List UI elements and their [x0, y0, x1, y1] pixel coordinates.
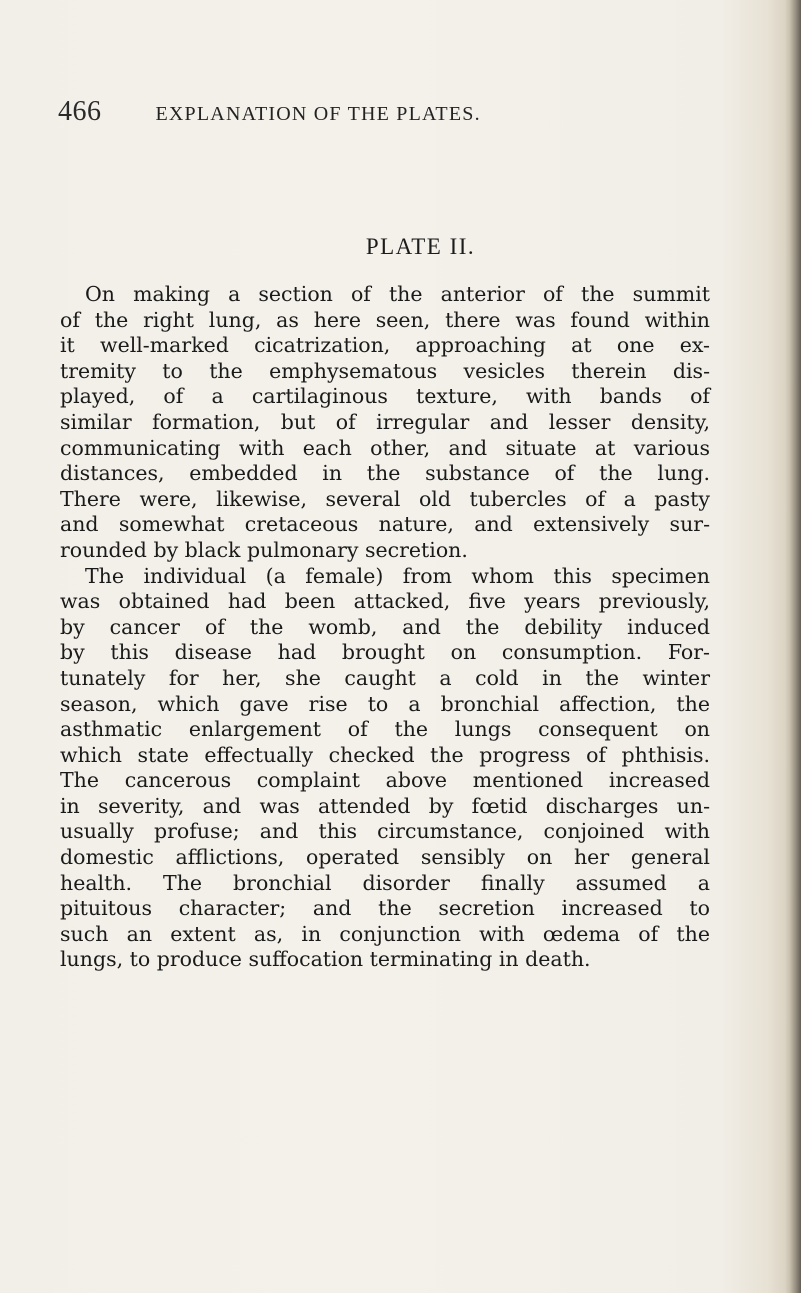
text-line: distances, embedded in the substance of the lung.: [60, 461, 710, 486]
text-line: The cancerous complaint above mentioned increased: [60, 768, 710, 793]
text-line: which state effectually checked the progress of phthisis.: [60, 742, 710, 767]
text-line: lungs, to produce suffocation terminating in death.: [60, 947, 591, 972]
text-line: The individual (a female) from whom this specimen: [85, 563, 710, 588]
text-line: of the right lung, as here seen, there was found within: [60, 307, 710, 332]
text-line: was obtained had been attacked, five years previously,: [60, 589, 710, 614]
text-line: asthmatic enlargement of the lungs consequent on: [60, 717, 710, 742]
text-line: such an extent as, in conjunction with œdema of the: [60, 921, 710, 946]
text-line: tremity to the emphysematous vesicles therein dis-: [60, 358, 710, 383]
text-line: similar formation, but of irregular and lesser density,: [60, 409, 710, 434]
text-line: played, of a cartilaginous texture, with bands of: [60, 384, 710, 409]
text-line: season, which gave rise to a bronchial affection, the: [60, 691, 710, 716]
running-header-title: EXPLANATION OF THE PLATES.: [155, 103, 481, 125]
page-edge-shadow: [785, 0, 801, 1293]
text-line: domestic afflictions, operated sensibly on her general: [60, 845, 710, 870]
text-line: tunately for her, she caught a cold in the winter: [60, 665, 710, 690]
text-line: by this disease had brought on consumption. For-: [60, 640, 710, 665]
text-line: pituitous character; and the secretion increased to: [60, 896, 710, 921]
text-line: rounded by black pulmonary secretion.: [60, 537, 468, 562]
text-line: by cancer of the womb, and the debility induced: [60, 614, 710, 639]
page-number: 466: [58, 96, 102, 127]
text-line: health. The bronchial disorder finally assumed a: [60, 870, 710, 895]
text-line: usually profuse; and this circumstance, conjoined with: [60, 819, 710, 844]
body-text: [60, 282, 710, 973]
text-line: it well-marked cicatrization, approaching at one ex-: [60, 333, 710, 358]
text-line: There were, likewise, several old tubercles of a pasty: [60, 486, 710, 511]
text-line: and somewhat cretaceous nature, and extensively sur-: [60, 512, 710, 537]
plate-title: PLATE II.: [365, 234, 476, 259]
running-header: [58, 96, 578, 132]
text-line: On making a section of the anterior of the summit: [85, 282, 710, 306]
text-line: communicating with each other, and situate at various: [60, 435, 710, 460]
text-line: in severity, and was attended by fœtid discharges un-: [60, 793, 710, 818]
